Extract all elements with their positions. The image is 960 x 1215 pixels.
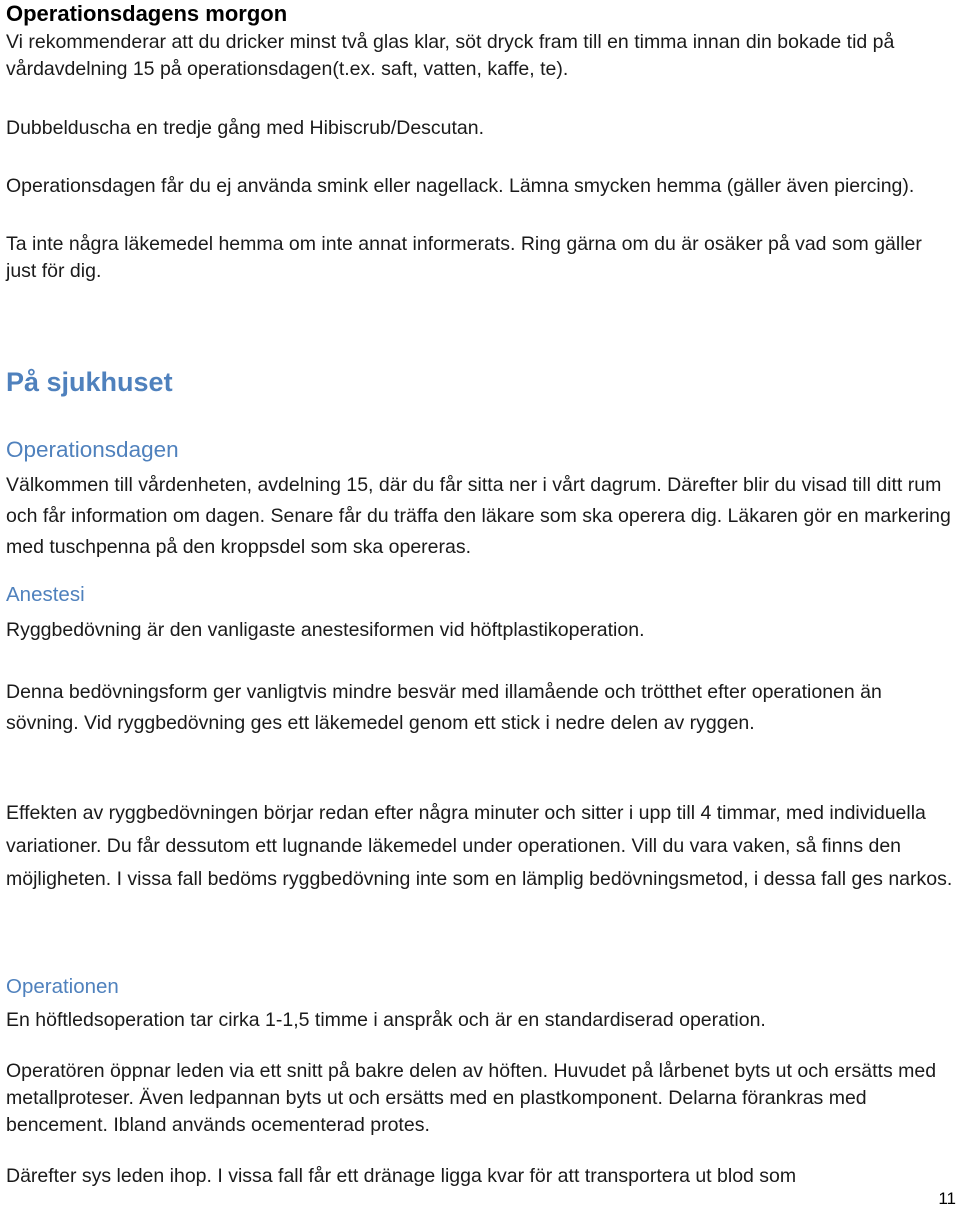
section-heading-morning: Operationsdagens morgon [6,1,288,26]
subheading-operation: Operationen [6,975,119,998]
paragraph-benefits: Denna bedövningsform ger vanligtvis mindre besvär med illamående och trötthet efter operationen än sövning. Vid ryggbedövning ges ett läkemedel genom ett stick i nedre delen av ryggen. [6,681,882,734]
subheading-anesthesia: Anestesi [6,583,85,606]
paragraph-spinal: Ryggbedövning är den vanligaste anestesiformen vid höftplastikoperation. [6,619,645,641]
paragraph-effect: Effekten av ryggbedövningen börjar redan efter några minuter och sitter i upp till 4 timmar, med individuella variationer. Du får dessutom ett lugnande läkemedel under operationen. Vill du vara vaken, så finns den möjligheten. I vissa fall bedöms ryggbedövning inte som en lämplig bedövningsmetod, i dessa fall ges narkos. [6,802,953,890]
paragraph-duration: En höftledsoperation tar cirka 1-1,5 timme i anspråk och är en standardiserad operation. [6,1009,766,1031]
paragraph-drink: Vi rekommenderar att du dricker minst två glas klar, söt dryck fram till en timma innan din bokade tid på vårdavdelning 15 på operationsdagen(t.ex. saft, vatten, kaffe, te). [6,31,895,80]
paragraph-shower: Dubbelduscha en tredje gång med Hibiscrub/Descutan. [6,117,485,139]
page-number: 11 [938,1189,956,1208]
section-heading-hospital: På sjukhuset [6,367,173,397]
paragraph-makeup: Operationsdagen får du ej använda smink eller nagellack. Lämna smycken hemma (gäller även piercing). [6,175,915,197]
paragraph-medication: Ta inte några läkemedel hemma om inte annat informerats. Ring gärna om du är osäker på vad som gäller just för dig. [6,233,922,282]
paragraph-welcome: Välkommen till vårdenheten, avdelning 15, där du får sitta ner i vårt dagrum. Därefter blir du visad till ditt rum och får information om dagen. Senare får du träffa den läkare som ska operera dig. Läkaren gör en markering med tuschpenna på den kroppsdel som ska opereras. [6,474,951,558]
paragraph-procedure: Operatören öppnar leden via ett snitt på bakre delen av höften. Huvudet på lårbenet byts ut och ersätts med metallproteser. Även ledpannan byts ut och ersätts med en plastkomponent. Delarna förankras med bencement. Ibland används ocementerad protes. [6,1060,937,1136]
paragraph-closing: Därefter sys leden ihop. I vissa fall får ett dränage ligga kvar för att transportera ut blod som [6,1165,797,1187]
subheading-surgery-day: Operationsdagen [6,437,179,462]
